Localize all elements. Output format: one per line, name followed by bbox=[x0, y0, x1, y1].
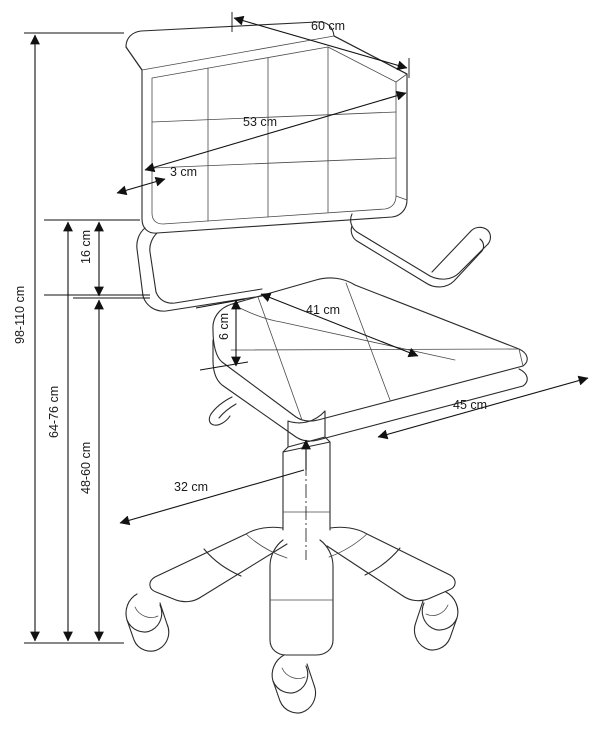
label-total-height: 98-110 cm bbox=[13, 285, 27, 344]
chair-illustration bbox=[126, 22, 527, 713]
height-adjust-lever bbox=[209, 397, 236, 425]
label-seat-width: 45 cm bbox=[453, 398, 488, 412]
label-backrest-thickness: 3 cm bbox=[170, 165, 198, 179]
label-backrest-width: 60 cm bbox=[311, 19, 346, 33]
armrests bbox=[137, 214, 491, 311]
label-backrest-height: 53 cm bbox=[243, 115, 278, 129]
label-seat-thickness: 6 cm bbox=[217, 312, 231, 340]
label-armrest-height: 16 cm bbox=[79, 229, 93, 264]
label-seat-depth: 41 cm bbox=[306, 303, 341, 317]
label-base-diameter: 32 cm bbox=[174, 480, 209, 494]
seat bbox=[213, 278, 527, 441]
label-backrest-top-height: 64-76 cm bbox=[47, 385, 61, 438]
star-base bbox=[150, 527, 455, 655]
casters bbox=[126, 592, 458, 713]
label-seat-height: 48-60 cm bbox=[79, 441, 93, 494]
gas-lift-column bbox=[283, 411, 330, 530]
dimension-labels bbox=[13, 19, 487, 494]
